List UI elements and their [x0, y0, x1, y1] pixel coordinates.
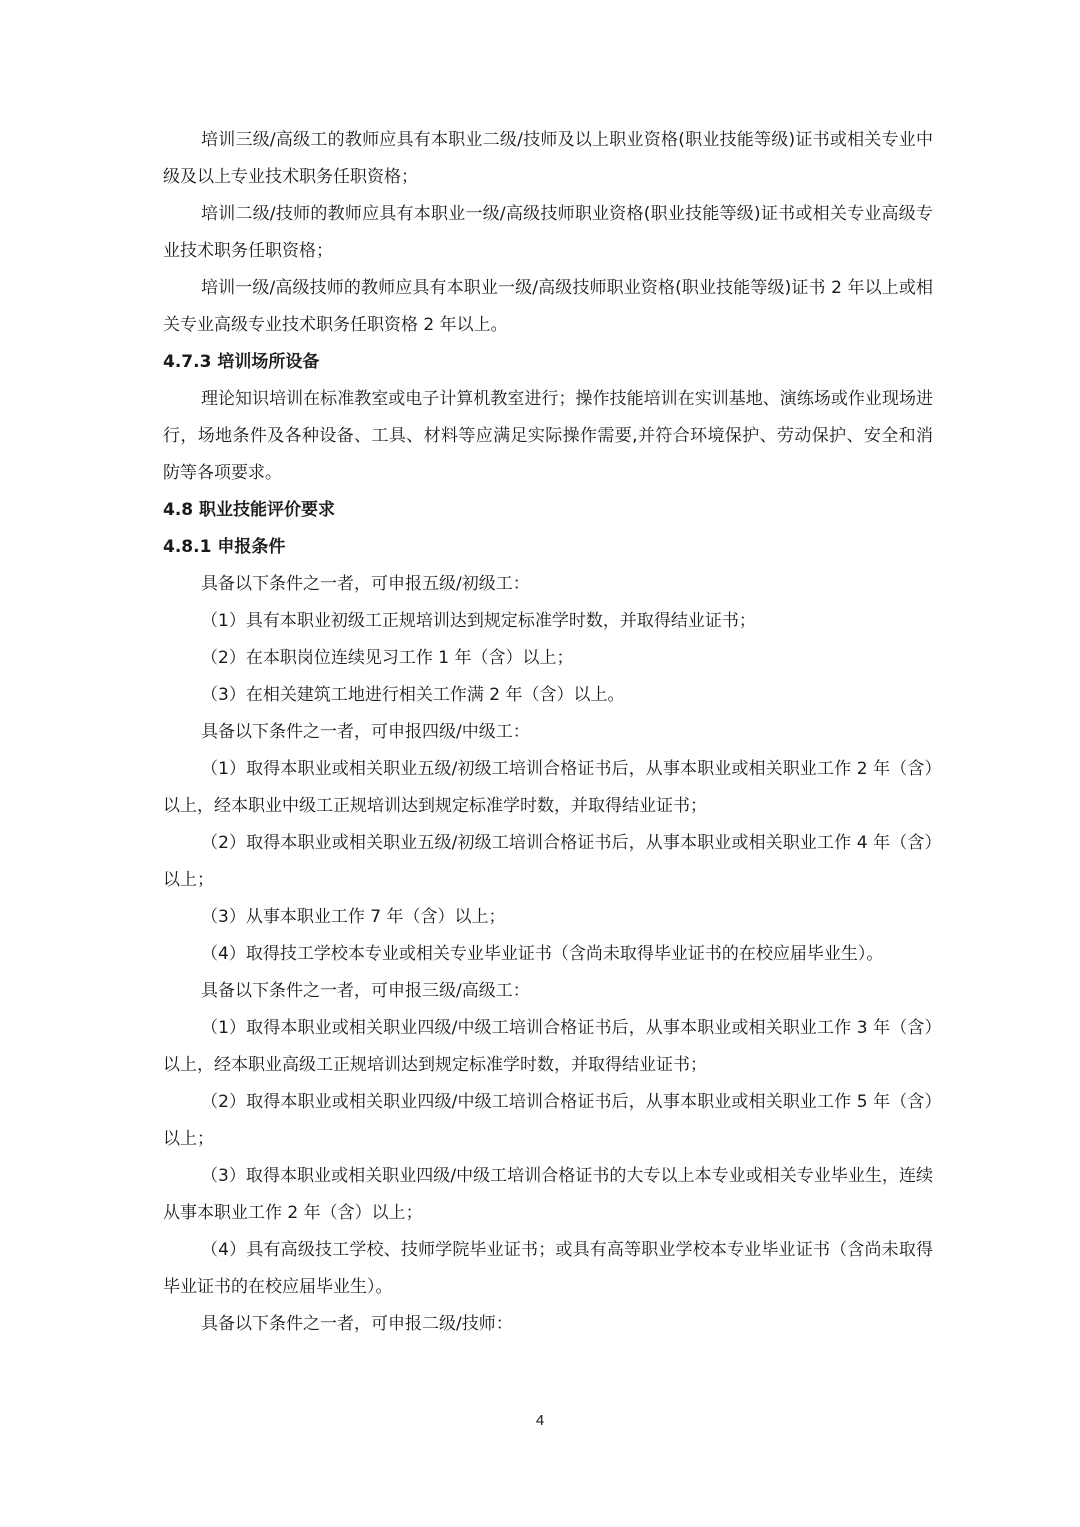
page-number: 4 — [535, 1412, 545, 1429]
paragraph: 培训三级/高级工的教师应具有本职业二级/技师及以上职业资格(职业技能等级)证书或相关专业中级及以上专业技术职务任职资格； — [163, 130, 933, 187]
section-heading: 4.7.3 培训场所设备 — [163, 352, 320, 372]
paragraph: 理论知识培训在标准教室或电子计算机教室进行；操作技能培训在实训基地、演练场或作业现场进行，场地条件及各种设备、工具、材料等应满足实际操作需要,并符合环境保护、劳动保护、安全和消防等各项要求。 — [163, 389, 933, 483]
list-item: （1）取得本职业或相关职业四级/中级工培训合格证书后，从事本职业或相关职业工作 3 年（含）以上，经本职业高级工正规培训达到规定标准学时数，并取得结业证书； — [163, 1018, 933, 1075]
paragraph: 培训一级/高级技师的教师应具有本职业一级/高级技师职业资格(职业技能等级)证书 2 年以上或相关专业高级专业技术职务任职资格 2 年以上。 — [163, 278, 933, 335]
list-item: （3）取得本职业或相关职业四级/中级工培训合格证书的大专以上本专业或相关专业毕业生，连续从事本职业工作 2 年（含）以上； — [163, 1166, 933, 1223]
list-item: （1）具有本职业初级工正规培训达到规定标准学时数，并取得结业证书； — [201, 611, 756, 631]
paragraph: 具备以下条件之一者，可申报五级/初级工： — [201, 574, 530, 594]
subsection-heading: 4.8.1 申报条件 — [163, 537, 286, 557]
paragraph: 具备以下条件之一者，可申报三级/高级工： — [201, 981, 530, 1001]
list-item: （2）取得本职业或相关职业四级/中级工培训合格证书后，从事本职业或相关职业工作 5 年（含）以上； — [163, 1092, 933, 1149]
list-item: （4）具有高级技工学校、技师学院毕业证书；或具有高等职业学校本专业毕业证书（含尚未取得毕业证书的在校应届毕业生）。 — [163, 1240, 933, 1297]
paragraph: 具备以下条件之一者，可申报二级/技师： — [201, 1314, 513, 1334]
section-heading: 4.8 职业技能评价要求 — [163, 500, 336, 520]
list-item: （2）取得本职业或相关职业五级/初级工培训合格证书后，从事本职业或相关职业工作 4 年（含）以上； — [163, 833, 933, 890]
list-item: （2）在本职岗位连续见习工作 1 年（含）以上； — [201, 648, 574, 668]
list-item: （4）取得技工学校本专业或相关专业毕业证书（含尚未取得毕业证书的在校应届毕业生）。 — [201, 944, 884, 964]
list-item: （3）从事本职业工作 7 年（含）以上； — [201, 907, 506, 927]
list-item: （1）取得本职业或相关职业五级/初级工培训合格证书后，从事本职业或相关职业工作 2 年（含）以上，经本职业中级工正规培训达到规定标准学时数，并取得结业证书； — [163, 759, 933, 816]
document-body — [163, 122, 933, 1343]
list-item: （3）在相关建筑工地进行相关工作满 2 年（含）以上。 — [201, 685, 625, 705]
paragraph: 具备以下条件之一者，可申报四级/中级工： — [201, 722, 530, 742]
paragraph: 培训二级/技师的教师应具有本职业一级/高级技师职业资格(职业技能等级)证书或相关专业高级专业技术职务任职资格； — [163, 204, 933, 261]
